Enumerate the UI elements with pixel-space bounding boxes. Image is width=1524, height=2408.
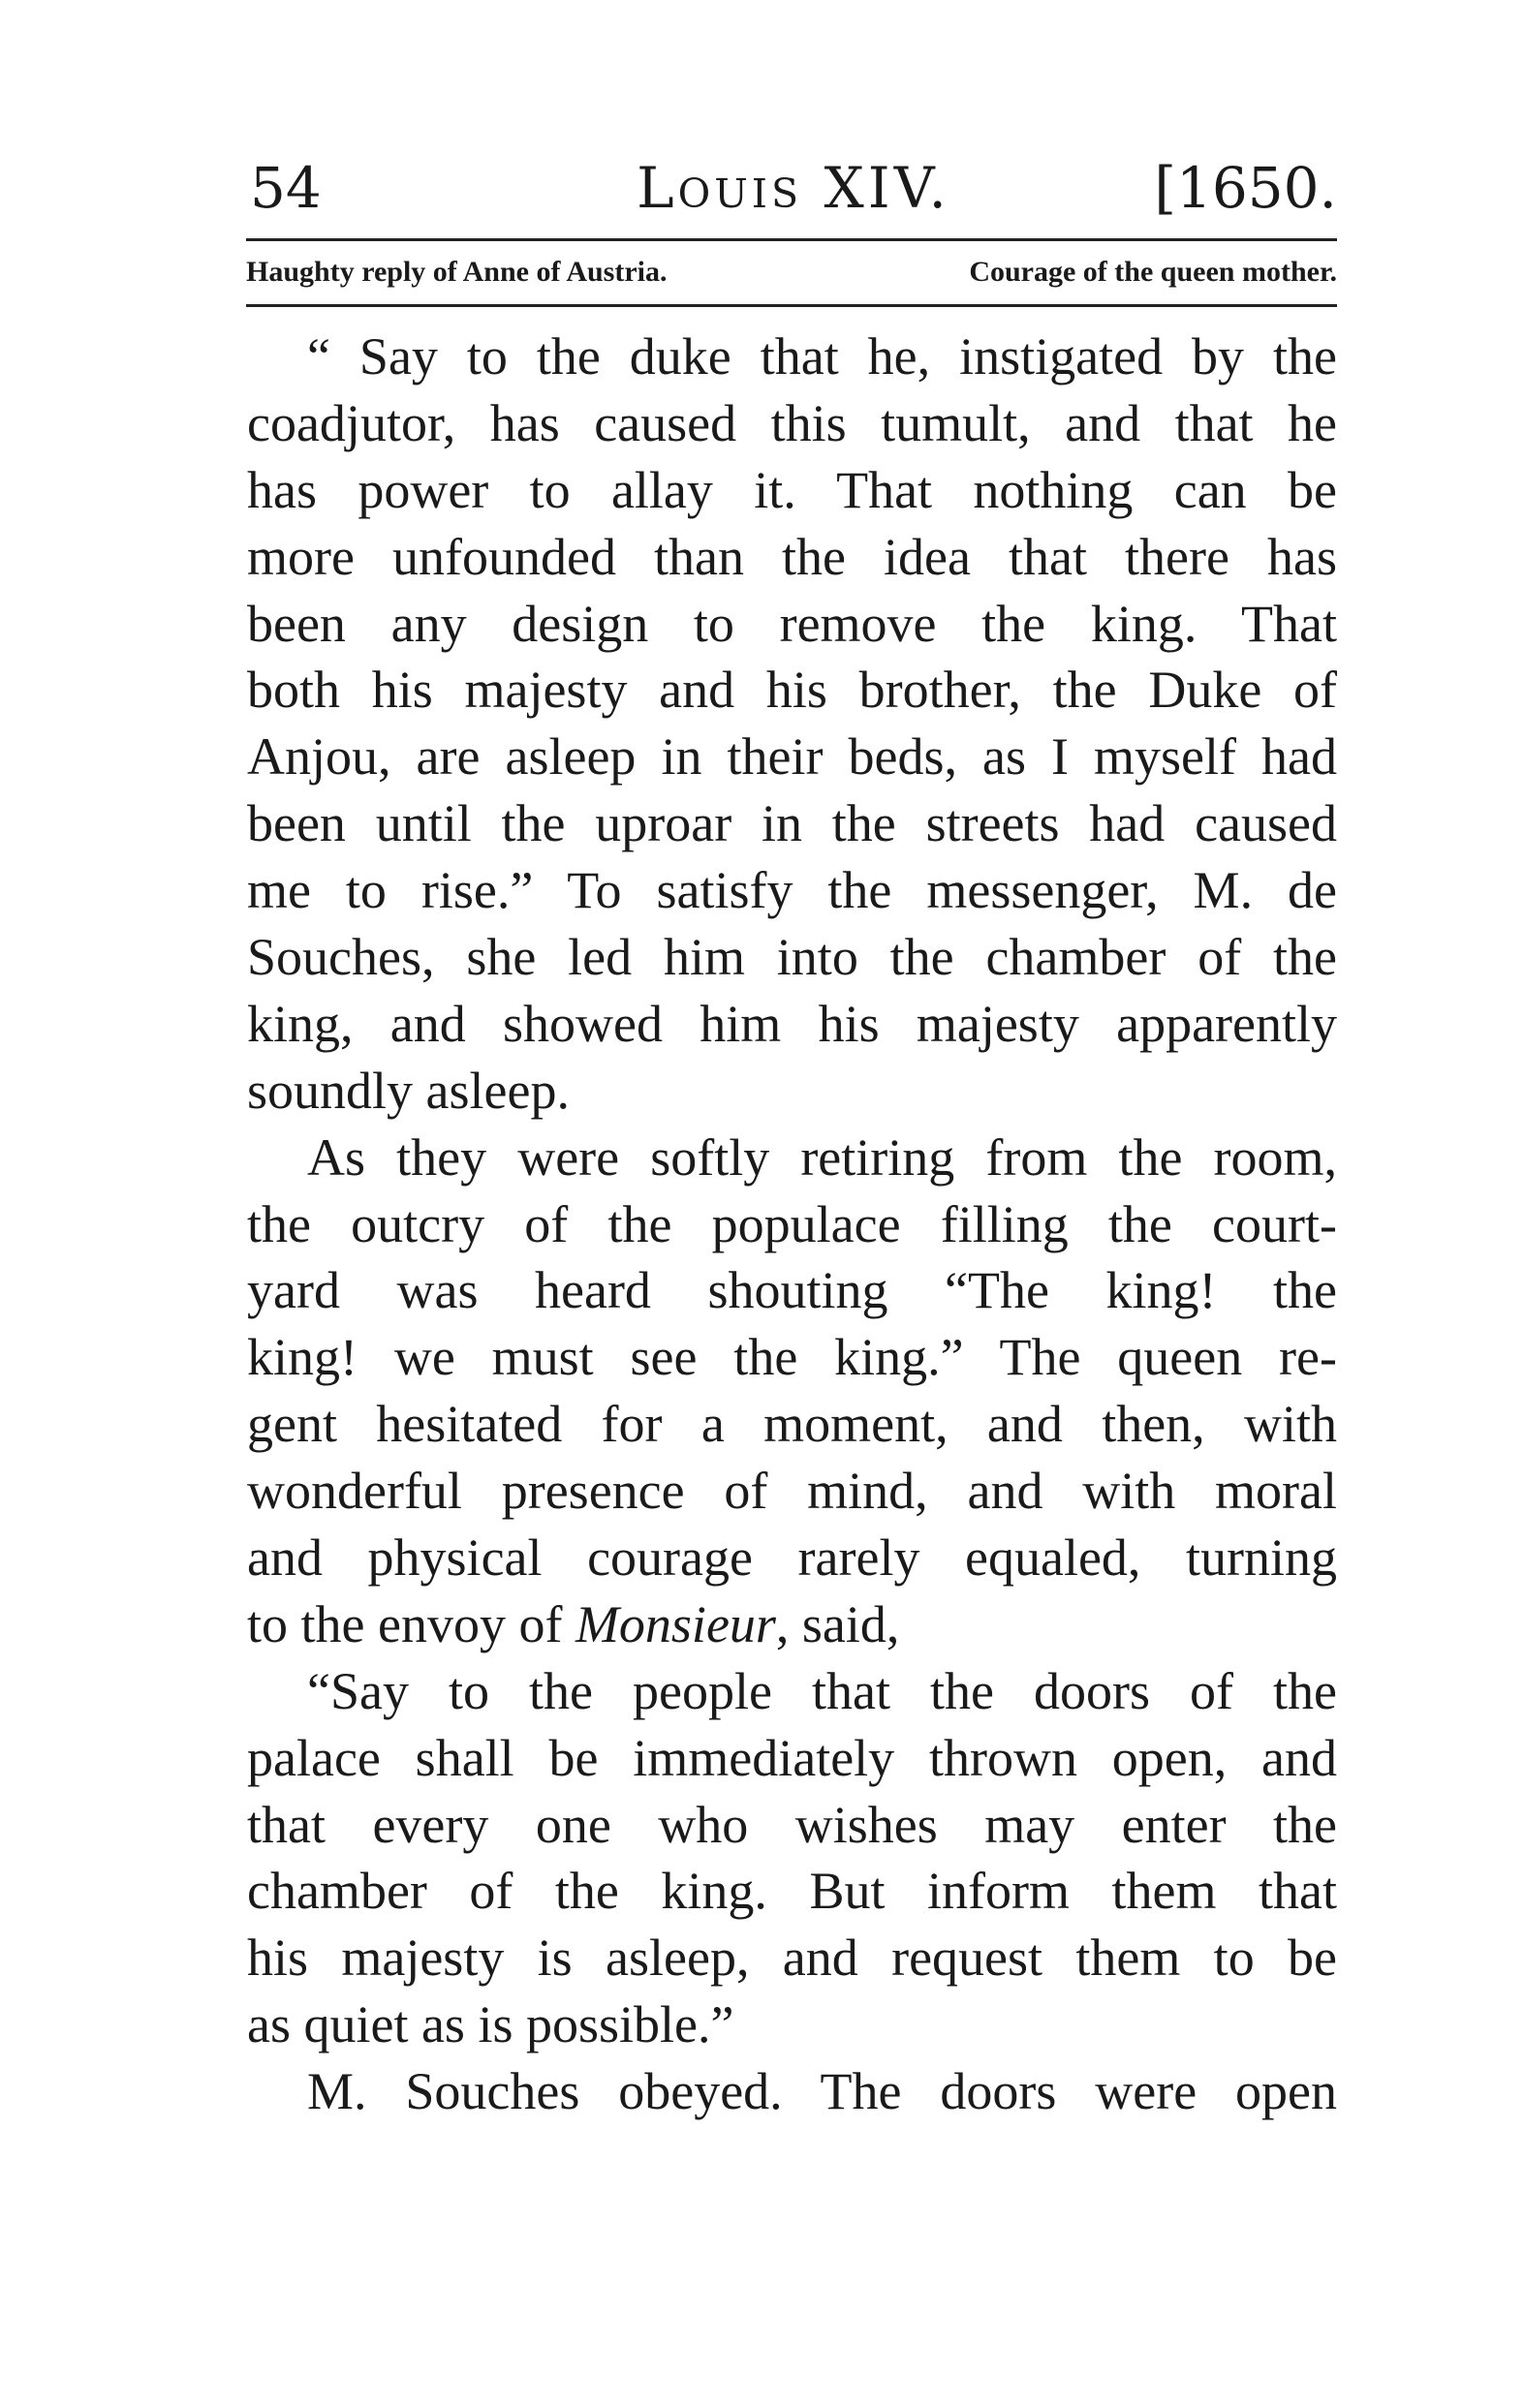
text-line: M. Souches obeyed. The doors were open xyxy=(307,2062,1337,2121)
text-line: king, and showed him his majesty apparently xyxy=(247,994,1337,1053)
text-line: “ Say to the duke that he, instigated by the xyxy=(307,327,1337,386)
text-line: has power to allay it. That nothing can be xyxy=(247,460,1337,519)
text-line: Anjou, are asleep in their beds, as I myself had xyxy=(247,727,1337,787)
text-line: yard was heard shouting “The king! the xyxy=(247,1261,1337,1320)
subheader-left: Haughty reply of Anne of Austria. xyxy=(246,256,668,288)
text-line: and physical courage rarely equaled, turning xyxy=(247,1528,1337,1588)
body-text xyxy=(247,324,1337,2125)
top-rule xyxy=(246,238,1337,241)
text-line: been until the uproar in the streets had caused xyxy=(247,794,1337,853)
running-title: Louis XIV. xyxy=(637,155,950,221)
text-line: “Say to the people that the doors of the xyxy=(307,1661,1337,1720)
text-line: more unfounded than the idea that there has xyxy=(247,527,1337,586)
text-line: coadjutor, has caused this tumult, and that he xyxy=(247,393,1337,452)
running-header xyxy=(250,155,1337,223)
text-fragment: to the envoy of xyxy=(247,1594,575,1653)
text-line: chamber of the king. But inform them that xyxy=(247,1862,1337,1921)
text-line: been any design to remove the king. That xyxy=(247,594,1337,653)
text-line: wonderful presence of mind, and with moral xyxy=(247,1462,1337,1521)
text-line: that every one who wishes may enter the xyxy=(247,1795,1337,1854)
text-line: the outcry of the populace filling the court- xyxy=(247,1194,1337,1253)
text-line: his majesty is asleep, and request them to be xyxy=(247,1929,1337,1988)
text-line: soundly asleep. xyxy=(247,1061,570,1120)
text-line: As they were softly retiring from the room, xyxy=(307,1127,1337,1187)
text-line: me to rise.” To satisfy the messenger, M. de xyxy=(247,861,1337,920)
text-line: as quiet as is possible.” xyxy=(247,1995,734,2054)
bottom-rule xyxy=(246,304,1337,307)
text-line: Souches, she led him into the chamber of the xyxy=(247,928,1337,987)
subheader-right: Courage of the queen mother. xyxy=(969,256,1337,288)
year-label: [1650. xyxy=(1154,155,1337,221)
text-line: both his majesty and his brother, the Duke of xyxy=(247,661,1337,720)
text-fragment: , said, xyxy=(775,1594,900,1653)
page-number: 54 xyxy=(250,155,322,221)
text-line: palace shall be immediately thrown open, and xyxy=(247,1728,1337,1787)
text-line: king! we must see the king.” The queen re- xyxy=(247,1328,1337,1387)
text-line: gent hesitated for a moment, and then, with xyxy=(247,1395,1337,1454)
italic-word: Monsieur xyxy=(575,1594,776,1653)
text-line xyxy=(247,1591,1337,1658)
